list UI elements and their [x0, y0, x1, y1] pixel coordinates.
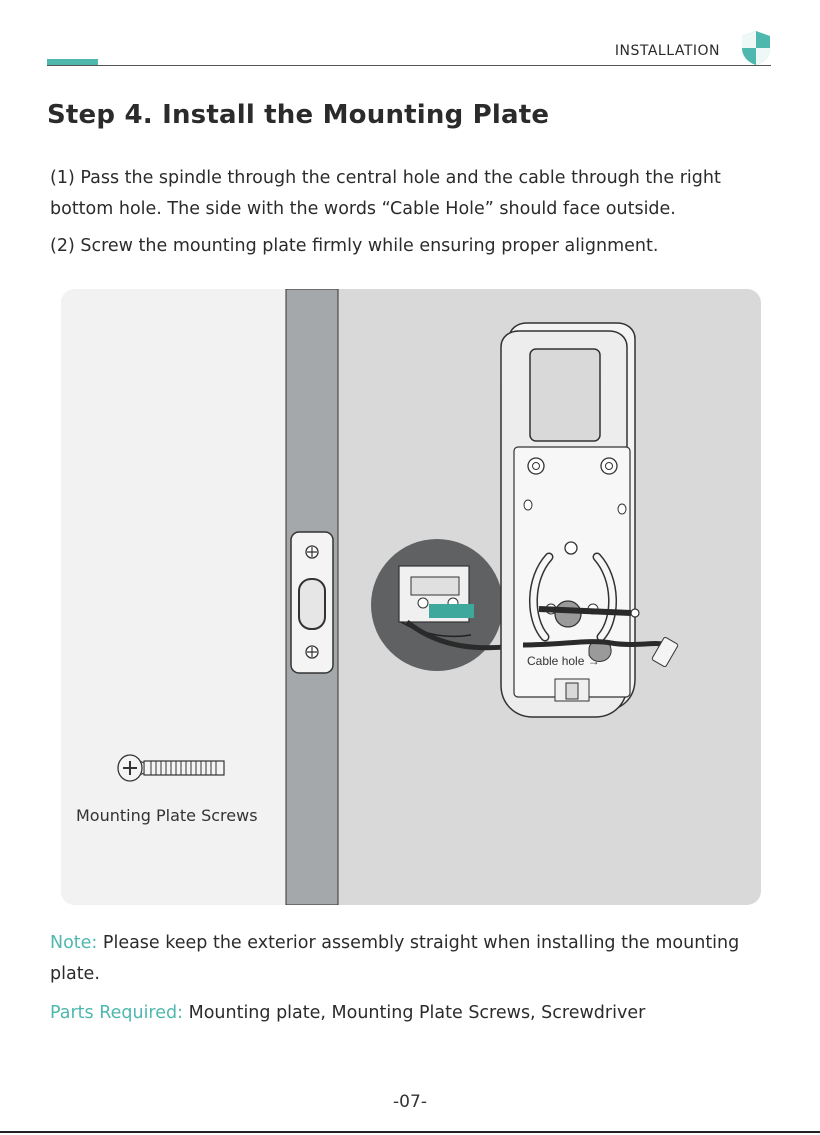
parts-text: Mounting plate, Mounting Plate Screws, Screwdriver [188, 1003, 646, 1023]
header-rule [47, 65, 771, 66]
parts-label: Parts Required: [50, 1003, 184, 1023]
section-label: INSTALLATION [614, 43, 720, 59]
note-text: Please keep the exterior assembly straight when installing the mounting plate. [50, 933, 740, 984]
cable-hole-label: Cable hole → [527, 654, 600, 668]
screw-illustration [118, 755, 224, 781]
instruction-1: (1) Pass the spindle through the central hole and the cable through the right bottom hole. The side with the words “Cable Hole” should face outside. [50, 168, 721, 219]
page-number: -07- [393, 1092, 427, 1112]
latch-detail-circle [371, 539, 503, 671]
latch-faceplate [291, 532, 333, 673]
instruction-2: (2) Screw the mounting plate firmly while ensuring proper alignment. [50, 236, 659, 256]
bottom-rule [0, 1131, 820, 1133]
screw-caption: Mounting Plate Screws [76, 806, 258, 825]
step-title: Step 4. Install the Mounting Plate [47, 100, 550, 130]
installation-illustration [61, 289, 761, 905]
note [50, 928, 750, 990]
note-label: Note: [50, 933, 98, 953]
parts-required [50, 998, 770, 1029]
shield-icon [740, 30, 772, 66]
